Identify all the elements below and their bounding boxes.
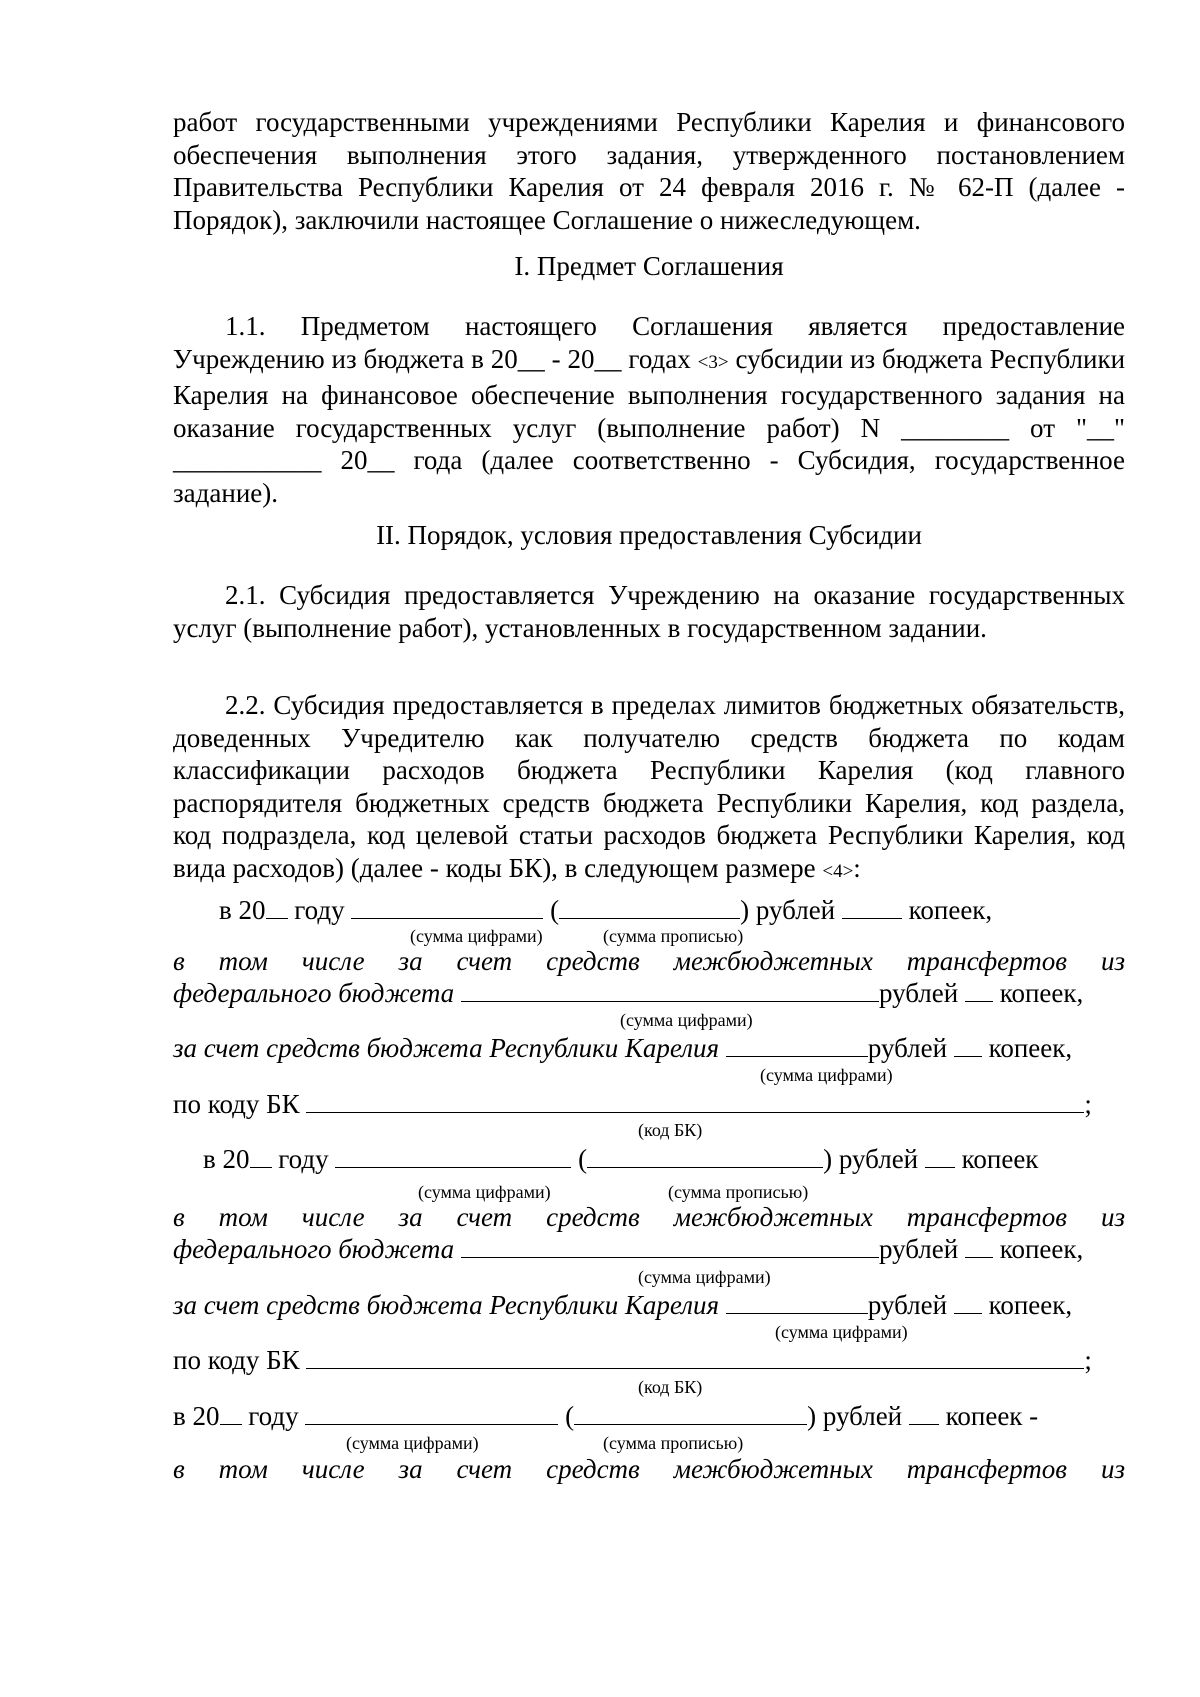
year-prefix: в 20 [219,895,266,925]
paragraph-1-1-text-cont: субсидии из бюджета Республики Карелия на финансовое обеспечение выполнения государственного задания на оказание государственных услуг (выполнение работ) N ________ от "__" ___________ 20__ года (далее соответственно - Субсидия, государственное задание). [173,343,1126,508]
year-word: году [278,1144,329,1174]
year-prefix: в 20 [203,1144,250,1174]
rubles-label: ) рублей [807,1401,903,1431]
year-line-1 [219,894,992,927]
kopecks-label: копеек [961,1144,1039,1174]
kopecks-label: копеек, [999,1234,1084,1264]
caption-sum-digits: (сумма цифрами) [418,1182,551,1202]
sum-digits-blank[interactable] [335,1143,571,1168]
fed-transfers-line: в том числе за счет средств межбюджетных трансфертов из [173,946,1125,976]
kopecks-blank[interactable] [965,977,993,1002]
caption-bk-code: (код БК) [638,1377,703,1397]
rubles-label: ) рублей [823,1144,919,1174]
year-word: году [248,1401,299,1431]
fed-budget-line-1 [173,977,1083,1010]
rubles-label: рублей [867,1290,948,1320]
caption-bk-code: (код БК) [638,1120,703,1140]
year-blank[interactable] [266,894,288,919]
bk-code-line-2 [173,1344,1092,1377]
rubles-label: рублей [878,978,959,1008]
kopecks-blank[interactable] [842,894,902,919]
year-line-3 [173,1400,1038,1433]
paragraph-1-1-text: 1.1. Предметом настоящего Соглашения является предоставление Учреждению из бюджета в 20__ - 20__ годах [173,311,1125,374]
semicolon: ; [1084,1345,1092,1375]
fed-transfers-line: в том числе за счет средств межбюджетных трансфертов из [173,1202,1125,1232]
sum-words-blank[interactable] [587,1143,823,1168]
sum-words-blank[interactable] [574,1400,807,1425]
fed-transfers-line: в том числе за счет средств межбюджетных трансфертов из [173,1454,1125,1484]
caption-sum-digits: (сумма цифрами) [620,1010,753,1030]
rubles-label: рублей [867,1033,948,1063]
rk-sum-blank[interactable] [726,1032,868,1057]
year-line-2 [203,1143,1038,1176]
intro-paragraph: работ государственными учреждениями Республики Карелия и финансового обеспечения выполнения этого задания, утвержденного постановлением Правительства Республики Карелия от 24 февраля 2016 г. № 62-П (далее - Порядок), заключили настоящее Соглашение о нижеследующем. [173,107,1125,235]
sum-digits-blank[interactable] [305,1400,558,1425]
bk-code-label: по коду БК [173,1345,300,1375]
fed-budget-line-2 [173,1233,1083,1266]
year-prefix: в 20 [173,1401,220,1431]
bk-code-blank[interactable] [306,1088,1084,1113]
paragraph-1-1 [173,310,1125,509]
paragraph-2-2 [173,689,1125,888]
bk-code-line-1 [173,1088,1092,1121]
sum-words-blank[interactable] [559,894,740,919]
kopecks-label: копеек, [988,1033,1073,1063]
paragraph-2-2-text: 2.2. Субсидия предоставляется в пределах лимитов бюджетных обязательств, доведенных Учредителю как получателю средств бюджета по кодам классификации расходов бюджета Республики Карелия (код главного распорядителя бюджетных средств бюджета Республики Карелия, код раздела, код подраздела, код целевой статьи расходов бюджета Республики Карелия, код вида расходов) (далее - коды БК), в следующем размере [173,690,1125,883]
semicolon: ; [1084,1089,1092,1119]
open-paren: ( [578,1144,588,1174]
caption-sum-digits: (сумма цифрами) [346,1433,479,1453]
footnote-ref-3: <3> [697,351,729,373]
kopecks-blank[interactable] [954,1289,982,1314]
rk-budget-line-2 [173,1289,1072,1322]
caption-sum-digits: (сумма цифрами) [638,1267,771,1287]
sum-digits-blank[interactable] [351,894,543,919]
fed-sum-blank[interactable] [461,1233,879,1258]
kopecks-blank[interactable] [965,1233,993,1258]
kopecks-label: копеек - [945,1401,1039,1431]
open-paren: ( [565,1401,575,1431]
kopecks-label: копеек, [999,978,1084,1008]
kopecks-blank[interactable] [909,1400,939,1425]
year-word: году [294,895,345,925]
caption-sum-digits: (сумма цифрами) [760,1065,893,1085]
rk-budget-label: за счет средств бюджета Республики Карелия [173,1290,720,1320]
caption-sum-words: (сумма прописью) [603,1433,744,1453]
section-2-title: II. Порядок, условия предоставления Субсидии [376,520,922,550]
kopecks-label: копеек, [908,895,993,925]
caption-sum-words: (сумма прописью) [668,1182,809,1202]
rk-sum-blank[interactable] [726,1289,868,1314]
fed-budget-label: федерального бюджета [173,978,455,1008]
rubles-label: рублей [878,1234,959,1264]
footnote-ref-4: <4> [822,860,854,882]
bk-code-label: по коду БК [173,1089,300,1119]
kopecks-label: копеек, [988,1290,1073,1320]
fed-budget-label: федерального бюджета [173,1234,455,1264]
section-1-title: I. Предмет Соглашения [514,251,784,281]
paragraph-2-2-colon: : [853,852,861,883]
caption-sum-digits: (сумма цифрами) [410,926,543,946]
open-paren: ( [550,895,560,925]
kopecks-blank[interactable] [925,1143,955,1168]
bk-code-blank[interactable] [306,1344,1084,1369]
caption-sum-digits: (сумма цифрами) [775,1322,908,1342]
rubles-label: ) рублей [740,895,836,925]
rk-budget-line-1 [173,1032,1072,1065]
fed-sum-blank[interactable] [461,977,879,1002]
year-blank[interactable] [250,1143,272,1168]
kopecks-blank[interactable] [954,1032,982,1057]
caption-sum-words: (сумма прописью) [603,926,744,946]
rk-budget-label: за счет средств бюджета Республики Карелия [173,1033,720,1063]
year-blank[interactable] [220,1400,242,1425]
paragraph-2-1: 2.1. Субсидия предоставляется Учреждению на оказание государственных услуг (выполнение работ), установленных в государственном задании. [173,580,1125,643]
